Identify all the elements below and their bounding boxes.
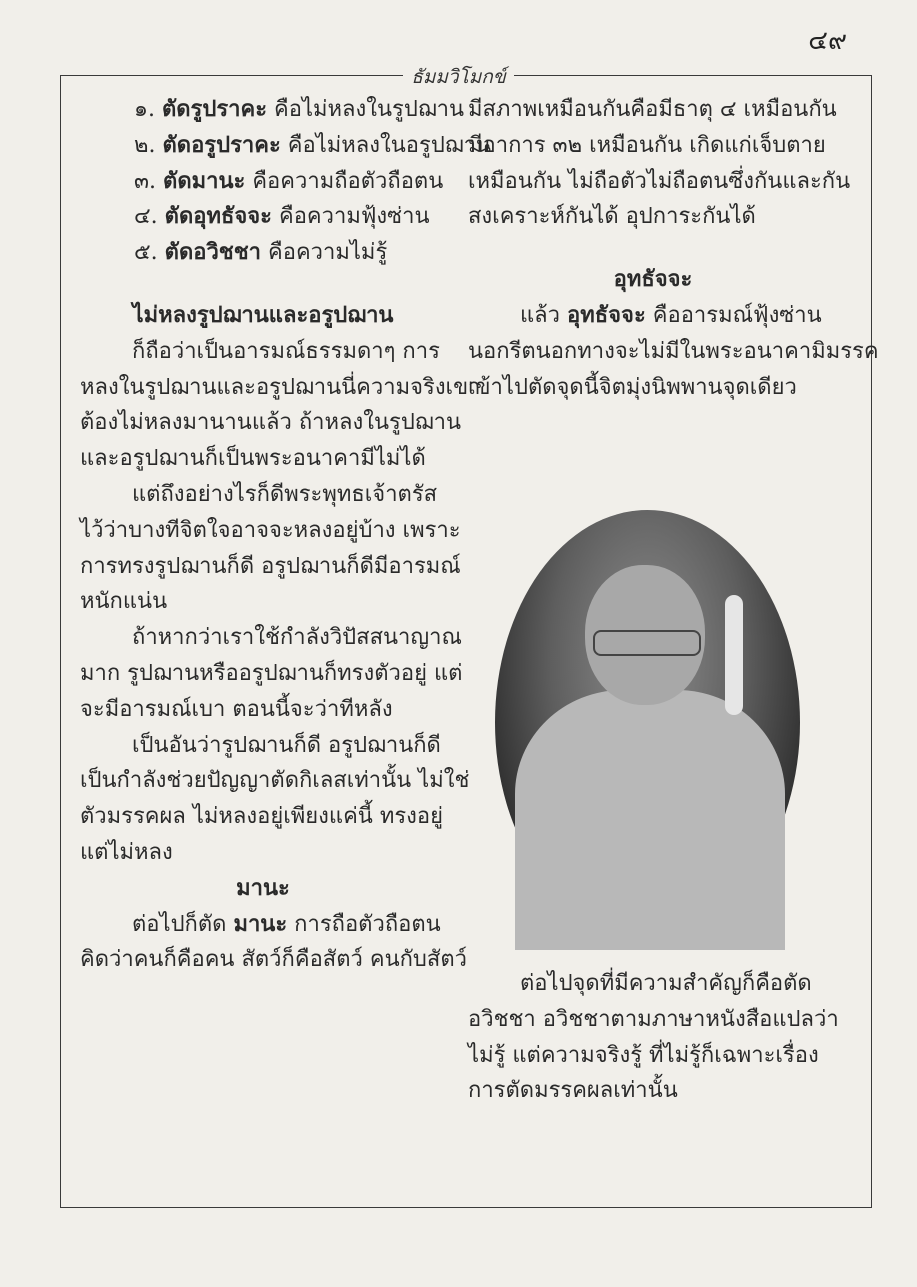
paragraph-line: ต่อไปก็ตัด มานะ การถือตัวถือตน bbox=[132, 910, 441, 937]
paragraph-line: ไว้ว่าบางทีจิตใจอาจจะหลงอยู่บ้าง เพราะ bbox=[80, 517, 461, 543]
paragraph-line: แต่ถึงอย่างไรก็ดีพระพุทธเจ้าตรัส bbox=[132, 481, 438, 507]
list-item: ๕. ตัดอวิชชา คือความไม่รู้ bbox=[134, 239, 388, 266]
paragraph-line: แต่ไม่หลง bbox=[80, 839, 173, 865]
paragraph-line: ก็ถือว่าเป็นอารมณ์ธรรมดาๆ การ bbox=[132, 338, 440, 364]
paragraph-line: แล้ว อุทธัจจะ คืออารมณ์ฟุ้งซ่าน bbox=[520, 301, 822, 328]
paragraph-line: หนักแน่น bbox=[80, 589, 168, 615]
paragraph-line: มีอาการ ๓๒ เหมือนกัน เกิดแก่เจ็บตาย bbox=[468, 132, 826, 158]
paragraph-line: คิดว่าคนก็คือคน สัตว์ก็คือสัตว์ คนกับสัตว์ bbox=[80, 947, 467, 973]
paragraph-line: มาก รูปฌานหรืออรูปฌานก็ทรงตัวอยู่ แต่ bbox=[80, 660, 463, 686]
paragraph-line: ตัวมรรคผล ไม่หลงอยู่เพียงแค่นี้ ทรงอยู่ bbox=[80, 804, 443, 830]
list-item: ๒. ตัดอรูปราคะ คือไม่หลงในอรูปฌาน bbox=[134, 131, 491, 158]
paragraph-line: สงเคราะห์กันได้ อุปการะกันได้ bbox=[468, 204, 756, 230]
paragraph-line: ไม่รู้ แต่ความจริงรู้ ที่ไม่รู้ก็เฉพาะเรื่อง bbox=[468, 1042, 819, 1068]
paragraph-line: นอกรีตนอกทางจะไม่มีในพระอนาคามิมรรค bbox=[468, 338, 879, 364]
paragraph-line: เป็นอันว่ารูปฌานก็ดี อรูปฌานก็ดี bbox=[132, 732, 441, 758]
section-heading: ไม่หลงรูปฌานและอรูปฌาน bbox=[132, 301, 394, 328]
monk-portrait-photo bbox=[495, 510, 800, 935]
paragraph-line: ถ้าหากว่าเราใช้กำลังวิปัสสนาญาณ bbox=[132, 625, 462, 651]
page-number: ๔๙ bbox=[808, 26, 847, 56]
paragraph-line: จะมีอารมณ์เบา ตอนนี้จะว่าทีหลัง bbox=[80, 696, 393, 722]
glasses-shape bbox=[593, 630, 701, 656]
paragraph-line: อวิชชา อวิชชาตามภาษาหนังสือแปลว่า bbox=[468, 1006, 839, 1032]
paragraph-line: การทรงรูปฌานก็ดี อรูปฌานก็ดีมีอารมณ์ bbox=[80, 553, 461, 579]
paragraph-line: ต่อไปจุดที่มีความสำคัญก็คือตัด bbox=[520, 971, 812, 996]
list-item: ๓. ตัดมานะ คือความถือตัวถือตน bbox=[134, 167, 444, 194]
section-heading: มานะ bbox=[236, 874, 290, 901]
robe-shape bbox=[515, 690, 785, 950]
paragraph-line: และอรูปฌานก็เป็นพระอนาคามีไม่ได้ bbox=[80, 446, 426, 472]
paragraph-line: เข้าไปตัดจุดนี้จิตมุ่งนิพพานจุดเดียว bbox=[468, 374, 797, 400]
paragraph-line: เหมือนกัน ไม่ถือตัวไม่ถือตนซึ่งกันและกัน bbox=[468, 168, 851, 194]
running-header bbox=[0, 62, 917, 92]
paragraph-line: ต้องไม่หลงมานานแล้ว ถ้าหลงในรูปฌาน bbox=[80, 410, 461, 436]
right-column-lower bbox=[468, 966, 838, 1109]
left-column bbox=[80, 92, 491, 978]
book-title: ธัมมวิโมกข์ bbox=[403, 66, 514, 88]
section-heading: อุทธัจจะ bbox=[613, 266, 693, 293]
paragraph-line: การตัดมรรคผลเท่านั้น bbox=[468, 1078, 678, 1104]
right-column bbox=[468, 92, 879, 405]
ceremonial-fan-shape bbox=[725, 595, 743, 715]
list-item: ๔. ตัดอุทธัจจะ คือความฟุ้งซ่าน bbox=[134, 203, 430, 230]
paragraph-line: เป็นกำลังช่วยปัญญาตัดกิเลสเท่านั้น ไม่ใช่ bbox=[80, 768, 470, 794]
list-item: ๑. ตัดรูปราคะ คือไม่หลงในรูปฌาน bbox=[134, 96, 465, 122]
paragraph-line: หลงในรูปฌานและอรูปฌานนี่ความจริงเขา bbox=[80, 374, 481, 400]
paragraph-line: มีสภาพเหมือนกันคือมีธาตุ ๔ เหมือนกัน bbox=[468, 97, 837, 122]
